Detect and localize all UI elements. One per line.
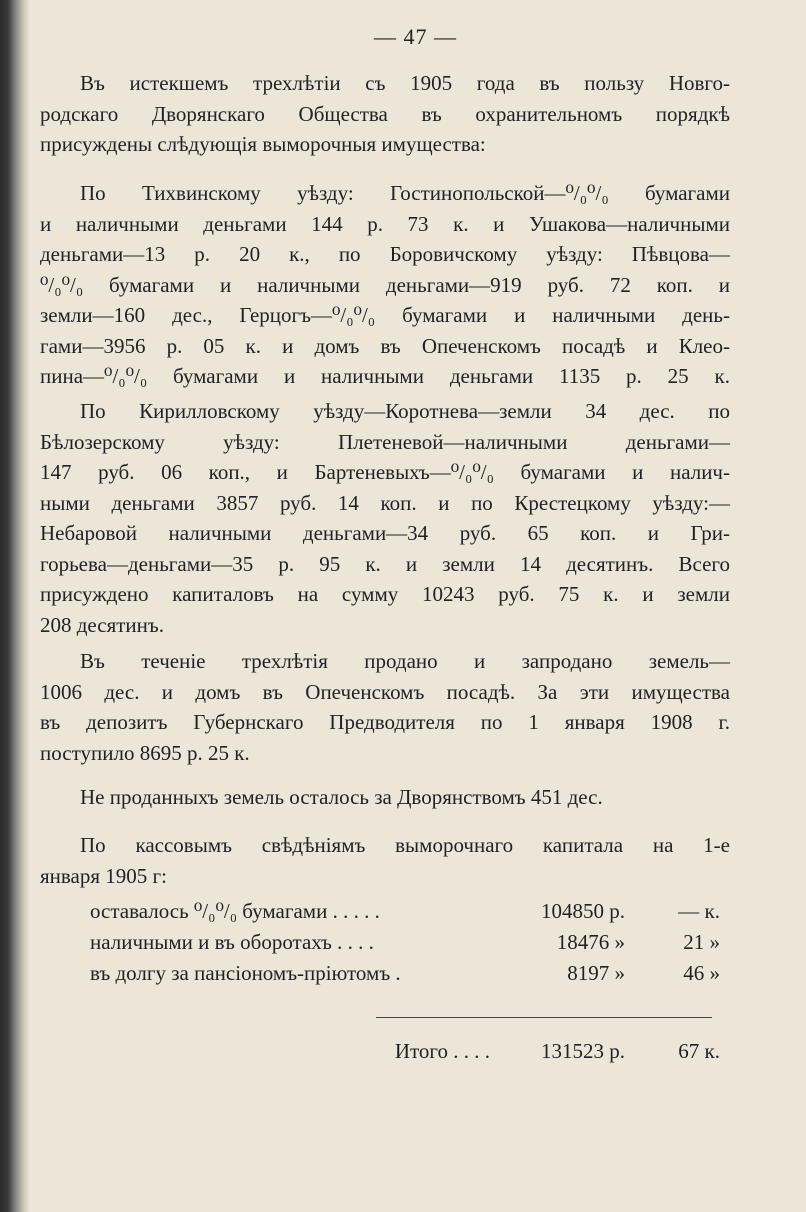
- text-line: Бѣлозерскому уѣзду: Плетеневой—наличными деньгами—: [40, 429, 730, 454]
- paragraph-1: [40, 68, 730, 160]
- text-line: Въ теченіе трехлѣтія продано и запродано земель—: [80, 649, 730, 673]
- text-line: горьева—деньгами—35 р. 95 к. и земли 14 десятинъ. Всего: [40, 551, 730, 576]
- row-kopecks: 21 »: [683, 930, 720, 954]
- paragraph-6: [40, 830, 730, 891]
- row-amount: 18476 »: [556, 930, 625, 954]
- book-binding-edge: [0, 0, 30, 1212]
- row-kopecks: 46 »: [683, 961, 720, 985]
- text-line: поступило 8695 р. 25 к.: [40, 740, 250, 765]
- text-line: ными деньгами 3857 руб. 14 коп. и по Крестецкому уѣзду:—: [40, 490, 730, 515]
- text-line: По кассовымъ свѣдѣніямъ выморочнаго капитала на 1-е: [80, 833, 730, 857]
- text-line: 1006 дес. и домъ въ Опеченскомъ посадѣ. За эти имущества: [40, 679, 730, 704]
- row-label: въ долгу за пансіономъ-пріютомъ .: [90, 961, 401, 985]
- text-line: родскаго Дворянскаго Общества въ охранительномъ порядкѣ: [40, 101, 730, 126]
- paragraph-4: [40, 646, 730, 768]
- text-line: и наличными деньгами 144 р. 73 к. и Ушакова—наличными: [40, 211, 730, 236]
- table-row: [90, 896, 720, 927]
- table-row: [90, 927, 720, 958]
- balance-table: [90, 896, 720, 989]
- text-line: 208 десятинъ.: [40, 612, 165, 637]
- text-line: ⁰/₀⁰/₀ бумагами и наличными деньгами—919 руб. 72 коп. и: [40, 272, 730, 297]
- paragraph-5: [40, 782, 730, 813]
- text-line: гами—3956 р. 05 к. и домъ въ Опеченскомъ посадѣ и Клео-: [40, 333, 730, 358]
- table-row: [90, 958, 720, 989]
- paragraph-2: [40, 178, 730, 392]
- text-line: въ депозитъ Губернскаго Предводителя по 1 января 1908 г.: [40, 710, 730, 734]
- text-line: Не проданныхъ земель осталось за Дворянствомъ 451 дес.: [80, 785, 603, 809]
- text-line: 147 руб. 06 коп., и Бартеневыхъ—⁰/₀⁰/₀ бумагами и налич-: [40, 460, 730, 484]
- text-line: пина—⁰/₀⁰/₀ бумагами и наличными деньгами 1135 р. 25 к.: [40, 364, 730, 388]
- page-number: — 47 —: [374, 24, 457, 49]
- row-label: оставалось ⁰/₀⁰/₀ бумагами . . . . .: [90, 899, 380, 923]
- text-line: Въ истекшемъ трехлѣтіи съ 1905 года въ пользу Новго-: [80, 71, 730, 95]
- paragraph-3: [40, 396, 730, 640]
- text-line: присуждено капиталовъ на сумму 10243 руб. 75 к. и земли: [40, 582, 730, 606]
- text-line: Небаровой наличными деньгами—34 руб. 65 коп. и Гри-: [40, 521, 730, 545]
- total-row: [90, 1036, 720, 1067]
- text-line: присуждены слѣдующія выморочныя имущества:: [40, 132, 486, 156]
- total-label: Итого . . . .: [394, 1039, 490, 1063]
- text-line: По Тихвинскому уѣзду: Гостинопольской—⁰/₀⁰/₀ бумагами: [80, 181, 730, 205]
- row-kopecks: — к.: [678, 899, 720, 923]
- text-line: деньгами—13 р. 20 к., по Боровичскому уѣзду: Пѣвцова—: [40, 242, 730, 266]
- total-amount: 131523 р.: [541, 1039, 625, 1063]
- row-amount: 8197 »: [567, 961, 625, 985]
- text-line: земли—160 дес., Герцогъ—⁰/₀⁰/₀ бумагами и наличными день-: [40, 303, 730, 327]
- text-line: января 1905 г:: [40, 863, 167, 888]
- row-amount: 104850 р.: [541, 899, 625, 923]
- total-kopecks: 67 к.: [678, 1039, 720, 1063]
- row-label: наличными и въ оборотахъ . . . .: [90, 930, 374, 954]
- text-line: По Кирилловскому уѣзду—Коротнева—земли 34 дес. по: [80, 399, 730, 423]
- total-divider: [376, 1017, 712, 1018]
